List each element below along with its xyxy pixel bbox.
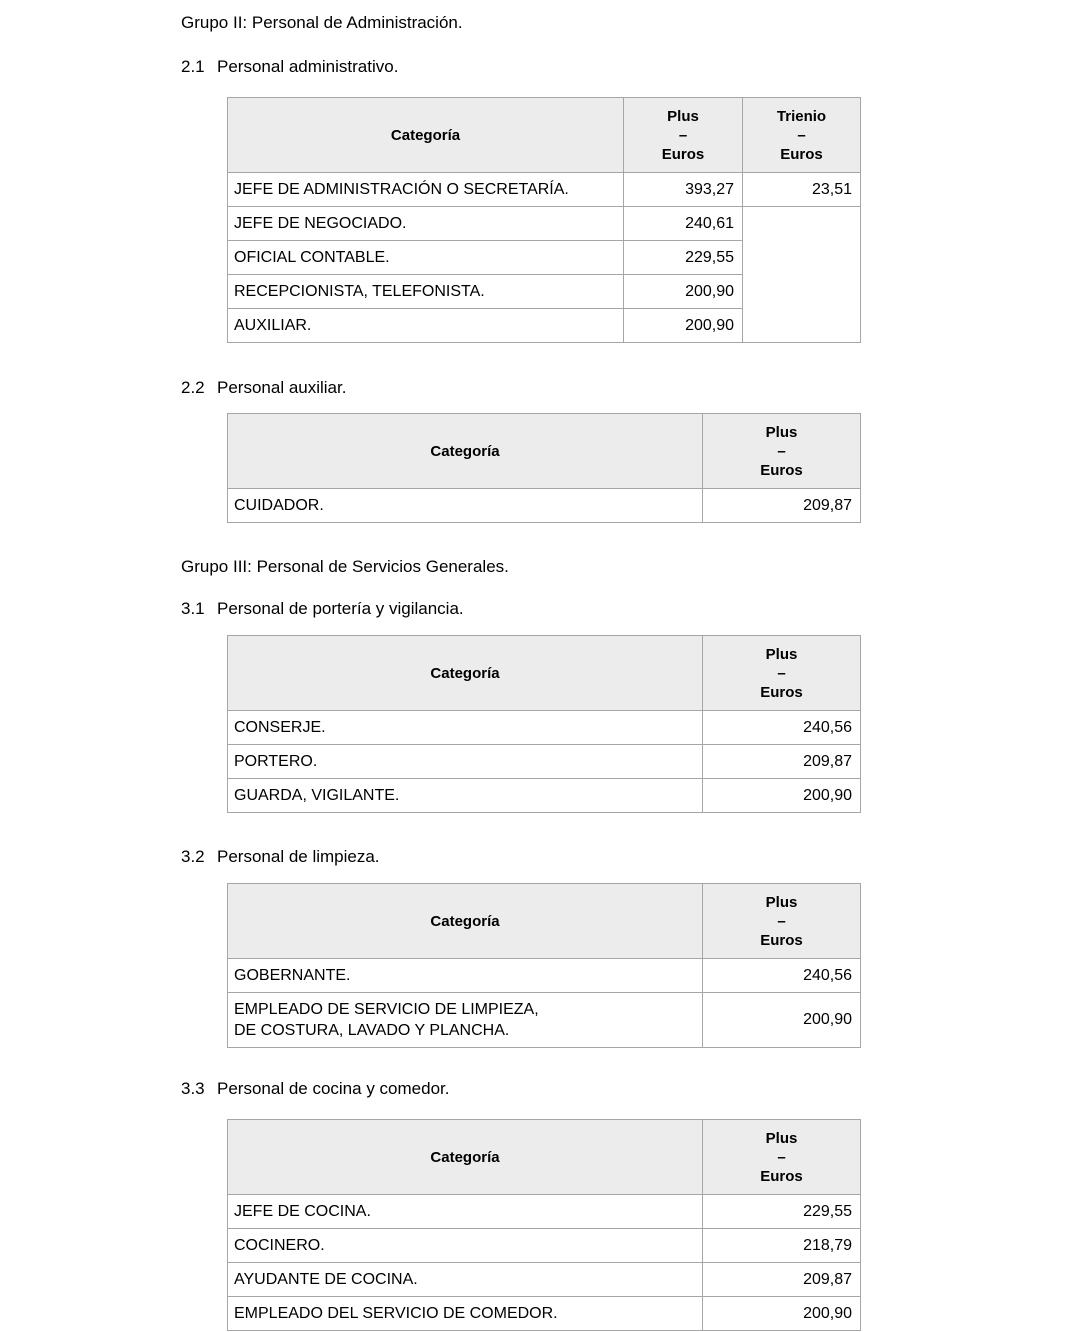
cell-categoria: GOBERNANTE. [228, 959, 703, 993]
header-line: Plus [765, 893, 798, 911]
header-line: Plus [765, 1129, 798, 1147]
column-header-plus [703, 636, 861, 711]
header-line: Plus [765, 645, 798, 663]
column-header-categoria: Categoría [228, 636, 703, 711]
cell-plus: 218,79 [703, 1229, 861, 1263]
section-3-2-number: 3.2 [181, 847, 205, 866]
section-3-1-heading [181, 599, 1070, 619]
categoria-line-1: EMPLEADO DE SERVICIO DE LIMPIEZA, [234, 1001, 539, 1018]
cell-trienio: 23,51 [743, 173, 861, 207]
header-line: Euros [760, 683, 803, 701]
table-row [228, 1229, 861, 1263]
section-2-2-number: 2.2 [181, 378, 205, 397]
column-header-plus [703, 414, 861, 489]
section-3-2-title: Personal de limpieza. [217, 847, 380, 866]
table-row [228, 959, 861, 993]
section-3-3-heading [181, 1079, 1070, 1099]
cell-categoria: JEFE DE COCINA. [228, 1195, 703, 1229]
cell-categoria: OFICIAL CONTABLE. [228, 241, 624, 275]
header-line: Euros [760, 1167, 803, 1185]
cell-plus: 240,56 [703, 711, 861, 745]
table-personal-administrativo [227, 97, 861, 343]
group-2-heading: Grupo II: Personal de Administración. [181, 13, 463, 32]
cell-plus: 240,56 [703, 959, 861, 993]
column-header-categoria: Categoría [228, 98, 624, 173]
cell-plus: 229,55 [624, 241, 743, 275]
table-row [228, 1297, 861, 1331]
cell-categoria: EMPLEADO DEL SERVICIO DE COMEDOR. [228, 1297, 703, 1331]
cell-plus: 200,90 [703, 779, 861, 813]
cell-categoria: RECEPCIONISTA, TELEFONISTA. [228, 275, 624, 309]
header-dash: – [777, 1148, 786, 1166]
table-row [228, 1263, 861, 1297]
group-3-heading: Grupo III: Personal de Servicios Generales. [181, 557, 509, 576]
table-header-row [228, 98, 861, 173]
cell-trienio-empty [743, 207, 861, 343]
table-row [228, 779, 861, 813]
cell-categoria: JEFE DE ADMINISTRACIÓN O SECRETARÍA. [228, 173, 624, 207]
cell-plus: 240,61 [624, 207, 743, 241]
section-3-1-title: Personal de portería y vigilancia. [217, 599, 464, 618]
table-row [228, 993, 861, 1048]
cell-plus: 209,87 [703, 745, 861, 779]
table-row [228, 489, 861, 523]
table-header-row [228, 1120, 861, 1195]
table-header-row [228, 884, 861, 959]
cell-plus: 209,87 [703, 489, 861, 523]
table-row [228, 745, 861, 779]
column-header-categoria: Categoría [228, 414, 703, 489]
header-dash: – [678, 126, 688, 144]
cell-plus: 200,90 [703, 1297, 861, 1331]
header-line: Euros [780, 145, 823, 163]
cell-plus: 200,90 [703, 993, 861, 1048]
cell-plus: 200,90 [624, 309, 743, 343]
section-3-1-number: 3.1 [181, 599, 205, 618]
column-header-categoria: Categoría [228, 884, 703, 959]
cell-categoria: GUARDA, VIGILANTE. [228, 779, 703, 813]
header-line: Plus [765, 423, 798, 441]
cell-plus: 200,90 [624, 275, 743, 309]
column-header-plus [703, 884, 861, 959]
cell-categoria: AUXILIAR. [228, 309, 624, 343]
section-3-3-title: Personal de cocina y comedor. [217, 1079, 450, 1098]
table-personal-cocina-comedor [227, 1119, 861, 1331]
section-2-1-number: 2.1 [181, 57, 205, 76]
table-header-row [228, 636, 861, 711]
header-line: Euros [760, 931, 803, 949]
cell-categoria: JEFE DE NEGOCIADO. [228, 207, 624, 241]
section-2-2-heading [181, 378, 1070, 398]
section-2-1-title: Personal administrativo. [217, 57, 399, 76]
cell-categoria: COCINERO. [228, 1229, 703, 1263]
table-row [228, 1195, 861, 1229]
categoria-line-2: DE COSTURA, LAVADO Y PLANCHA. [234, 1022, 510, 1039]
header-line: Euros [661, 145, 705, 163]
section-2-1-heading [181, 57, 1070, 77]
cell-categoria: AYUDANTE DE COCINA. [228, 1263, 703, 1297]
cell-plus: 393,27 [624, 173, 743, 207]
section-3-2-heading [181, 847, 1070, 867]
cell-categoria [228, 993, 703, 1048]
column-header-plus [703, 1120, 861, 1195]
section-3-3-number: 3.3 [181, 1079, 205, 1098]
table-row [228, 711, 861, 745]
table-row [228, 207, 861, 241]
header-line: Euros [760, 461, 803, 479]
table-row [228, 173, 861, 207]
column-header-plus [624, 98, 743, 173]
table-personal-auxiliar [227, 413, 861, 523]
cell-categoria: PORTERO. [228, 745, 703, 779]
column-header-categoria: Categoría [228, 1120, 703, 1195]
header-line: Trienio [776, 107, 827, 125]
table-personal-limpieza [227, 883, 861, 1048]
table-personal-porteria-vigilancia [227, 635, 861, 813]
section-2-2-title: Personal auxiliar. [217, 378, 347, 397]
header-line: Plus [667, 107, 699, 125]
cell-plus: 229,55 [703, 1195, 861, 1229]
cell-plus: 209,87 [703, 1263, 861, 1297]
cell-categoria: CUIDADOR. [228, 489, 703, 523]
header-dash: – [777, 912, 786, 930]
header-dash: – [797, 126, 806, 144]
table-header-row [228, 414, 861, 489]
header-dash: – [777, 442, 786, 460]
cell-categoria: CONSERJE. [228, 711, 703, 745]
header-dash: – [777, 664, 786, 682]
column-header-trienio [743, 98, 861, 173]
